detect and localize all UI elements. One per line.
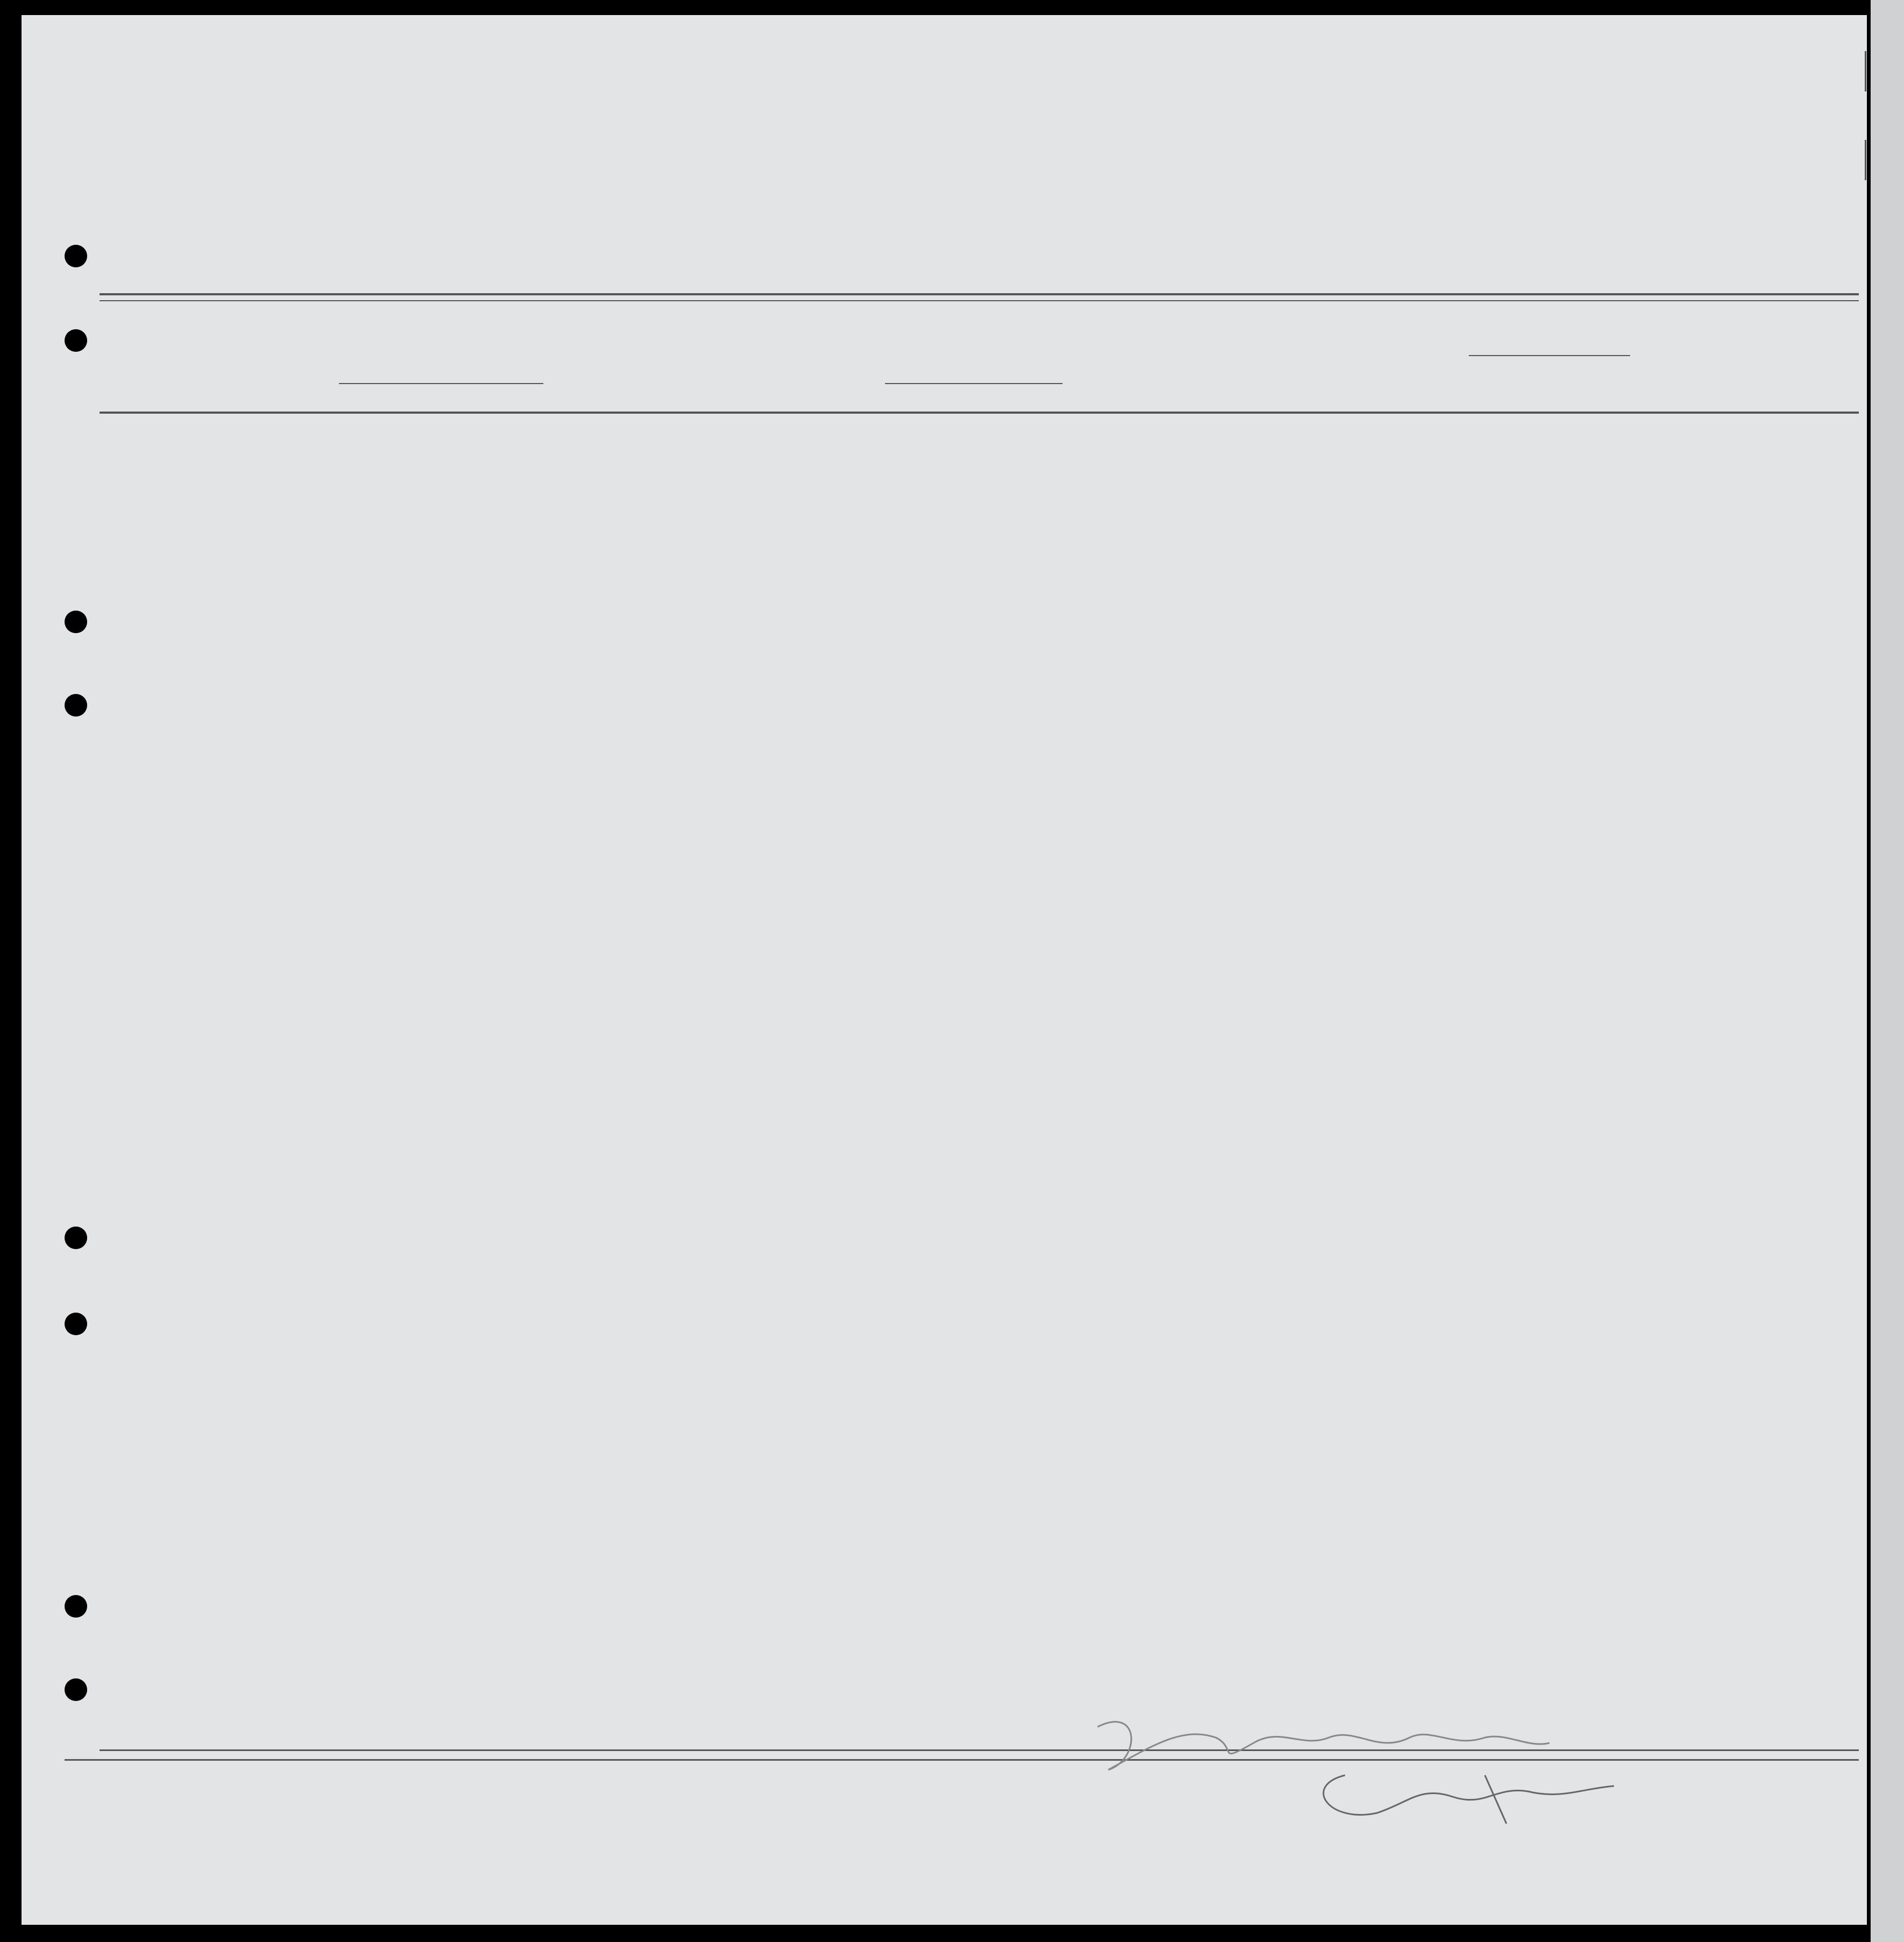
binder-hole (65, 1227, 87, 1249)
binder-hole (65, 1313, 87, 1335)
binder-hole (65, 245, 87, 267)
binder-hole (65, 1678, 87, 1701)
table-top-rule (100, 300, 1859, 301)
binder-hole (65, 694, 87, 717)
table-top-rule (100, 293, 1859, 295)
edge-mark (1865, 51, 1866, 91)
page-edge (1871, 0, 1904, 1942)
shipped-sub-rule (885, 383, 1063, 384)
edge-mark (1865, 140, 1866, 180)
binder-hole (65, 1595, 87, 1618)
binder-hole (65, 329, 87, 352)
inspector-signature (1076, 1695, 1722, 1829)
manifest-page (22, 15, 1867, 1925)
binder-hole (65, 611, 87, 633)
header-bottom-rule (100, 412, 1859, 414)
nationality-sub-rule (1469, 355, 1630, 356)
name-sub-rule (339, 383, 543, 384)
